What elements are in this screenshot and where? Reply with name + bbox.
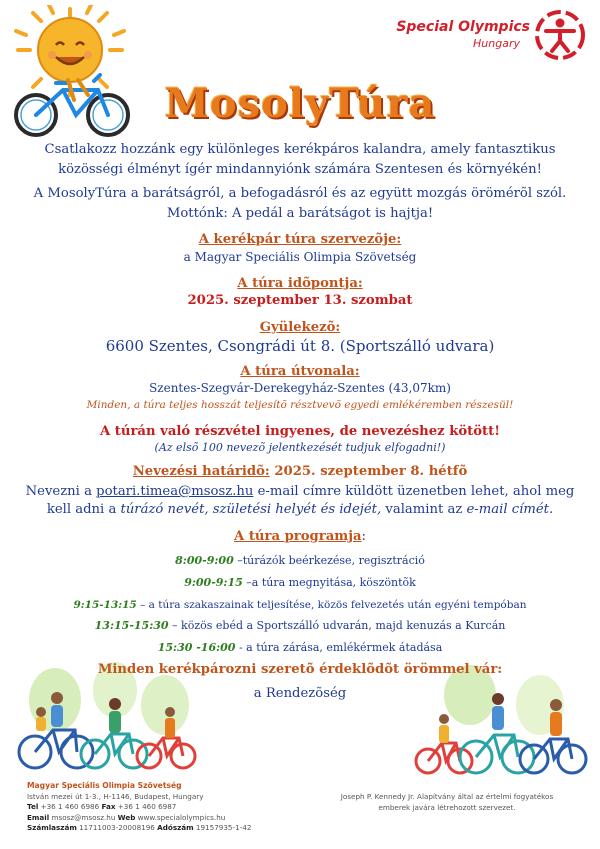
page-title: MosolyTúra (164, 80, 436, 127)
program-time: 13:15-15:30 (94, 619, 169, 632)
footer-account-line (27, 823, 327, 834)
date-heading: A túra idõpontja: (237, 276, 363, 291)
footer-email[interactable]: msosz@msosz.hu (49, 812, 118, 822)
deadline-line (0, 462, 600, 482)
instructions-text: valamint az (381, 502, 467, 517)
closing-signature: a Rendezõség (253, 686, 347, 701)
footer-address: István mezei út 1-3., H-1146, Budapest, Hungary (27, 791, 204, 801)
footer-web[interactable]: www.specialolympics.hu (135, 812, 226, 822)
program-text: – közös ebéd a Sportszálló udvarán, majd kenuzás a Kurcán (168, 619, 506, 632)
date-value: 2025. szeptember 13. szombat (187, 293, 413, 308)
email-link[interactable]: potari.timea@msosz.hu (96, 484, 254, 499)
program-item (0, 576, 600, 590)
closing-invite: Minden kerékpározni szeretõ érdeklõdõt örömmel vár: (97, 662, 503, 677)
deadline-label: Nevezési határidõ: (132, 464, 270, 479)
instructions-emphasis: túrázó nevét, születési helyét és idejét, (120, 502, 382, 517)
program-item (0, 619, 600, 633)
fax-value: +36 1 460 6987 (115, 802, 177, 811)
instructions-text: kell adni a (46, 502, 121, 517)
tel-value: +36 1 460 6986 (38, 802, 102, 811)
program-text: - a túra zárása, emlékérmek átadása (235, 641, 443, 654)
program-colon: : (361, 529, 366, 544)
footer-org-name: Magyar Speciális Olimpia Szövetség (27, 781, 182, 790)
family-cyclists-right-illustration (410, 665, 590, 780)
organizer-heading: A kerékpár túra szervezõje: (198, 232, 402, 247)
program-time: 9:15-13:15 (73, 599, 137, 611)
tax-value: 19157935-1-42 (193, 823, 252, 832)
intro-line-4: Mottónk: A pedál a barátságot is hajtja! (166, 206, 434, 221)
footer-foundation-note (312, 792, 582, 813)
intro-line-2: közösségi élményt ígér mindannyiónk számára Szentesen és környékén! (58, 162, 542, 177)
route-value: Szentes-Szegvár-Derekegyház-Szentes (43,07km) (149, 381, 451, 395)
program-heading: A túra programja (234, 529, 362, 544)
footer-phone-line (27, 802, 327, 813)
instructions-text: e-mail címre küldött üzenetben lehet, ahol meg (253, 484, 575, 499)
meeting-value: 6600 Szentes, Csongrádi út 8. (Sportszálló udvara) (105, 337, 495, 355)
route-heading: A túra útvonala: (240, 364, 360, 379)
program-item (0, 598, 600, 612)
account-label: Számlaszám (27, 823, 77, 832)
tax-label: Adószám (157, 823, 194, 832)
instructions-text: Nevezni a (25, 484, 97, 499)
account-value: 11711003-20008196 (76, 823, 158, 832)
program-time: 15:30 -16:00 (157, 641, 236, 654)
program-heading-line (0, 527, 600, 547)
deadline-instructions-1 (0, 482, 600, 502)
fax-label: Fax (101, 802, 116, 811)
free-note: (Az elsõ 100 nevezõ jelentkezését tudjuk elfogadni!) (154, 441, 446, 454)
tel-label: Tel (27, 802, 39, 811)
deadline-value: 2025. szeptember 8. hétfõ (269, 464, 468, 479)
program-item (0, 554, 600, 568)
organizer-value: a Magyar Speciális Olimpia Szövetség (183, 250, 417, 264)
special-olympics-emblem-icon (534, 9, 586, 61)
program-time: 8:00-9:00 (175, 554, 234, 567)
deadline-instructions-2 (0, 500, 600, 520)
program-text: – a túra szakaszainak teljesítése, közös felvezetés után egyéni tempóban (136, 599, 527, 611)
special-olympics-logo (388, 13, 588, 63)
program-item (0, 641, 600, 655)
free-heading: A túrán való részvétel ingyenes, de nevezéshez kötött! (99, 424, 500, 439)
web-label: Web (117, 812, 136, 822)
intro-line-1: Csatlakozz hozzánk egy különleges kerékpáros kalandra, amely fantasztikus (44, 142, 556, 157)
foundation-line-1: Joseph P. Kennedy Jr. Alapítvány által az értelmi fogyatékos (340, 792, 554, 801)
route-note: Minden, a túra teljes hosszát teljesítõ résztvevõ egyedi emlékéremben részesül! (86, 399, 514, 411)
logo-subtext: Hungary (473, 37, 520, 50)
program-text: –a túra megnyitása, köszöntõk (242, 576, 416, 589)
program-text: –túrázók beérkezése, regisztráció (233, 554, 425, 567)
instructions-emphasis: e-mail címét. (466, 502, 554, 517)
meeting-heading: Gyülekezõ: (259, 320, 341, 335)
footer-contact (27, 781, 327, 834)
logo-text: Special Olympics (396, 19, 530, 35)
email-label: Email (27, 812, 50, 822)
intro-line-3: A MosolyTúra a barátságról, a befogadásról és az együtt mozgás örömérõl szól. (33, 186, 567, 201)
foundation-line-2: emberek javára létrehozott szervezet. (378, 802, 516, 812)
footer-email-line (27, 813, 327, 824)
program-time: 9:00-9:15 (184, 576, 243, 589)
